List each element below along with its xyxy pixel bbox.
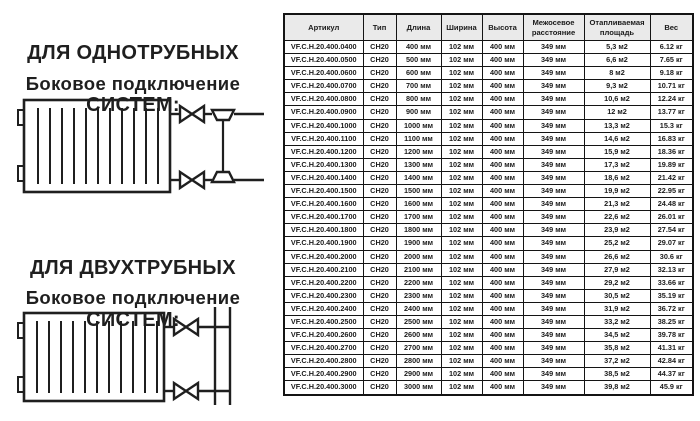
table-cell: 6,6 м2 bbox=[584, 54, 650, 67]
table-cell: 102 мм bbox=[441, 381, 482, 395]
radiator-spec-table-wrap bbox=[283, 13, 692, 396]
table-cell: 349 мм bbox=[523, 185, 584, 198]
table-cell: 349 мм bbox=[523, 250, 584, 263]
table-cell: 24.48 кг bbox=[650, 198, 693, 211]
table-cell: 400 мм bbox=[482, 237, 523, 250]
table-cell: CH20 bbox=[363, 289, 396, 302]
table-cell: 349 мм bbox=[523, 119, 584, 132]
table-cell: 13,3 м2 bbox=[584, 119, 650, 132]
table-cell: 35.19 кг bbox=[650, 289, 693, 302]
table-cell: 349 мм bbox=[523, 93, 584, 106]
table-cell: VF.C.H.20.400.0900 bbox=[284, 106, 363, 119]
table-row bbox=[284, 250, 693, 263]
table-cell: 17,3 м2 bbox=[584, 158, 650, 171]
table-cell: 400 мм bbox=[482, 342, 523, 355]
table-cell: 18,6 м2 bbox=[584, 171, 650, 184]
table-cell: 14,6 м2 bbox=[584, 132, 650, 145]
table-cell: CH20 bbox=[363, 224, 396, 237]
table-cell: 102 мм bbox=[441, 80, 482, 93]
table-cell: 22.95 кг bbox=[650, 185, 693, 198]
table-cell: 102 мм bbox=[441, 342, 482, 355]
table-cell: 33.66 кг bbox=[650, 276, 693, 289]
table-cell: VF.C.H.20.400.1100 bbox=[284, 132, 363, 145]
valve-icon bbox=[174, 383, 198, 399]
table-cell: CH20 bbox=[363, 342, 396, 355]
table-cell: 21.42 кг bbox=[650, 171, 693, 184]
table-cell: 349 мм bbox=[523, 158, 584, 171]
table-cell: 400 мм bbox=[482, 329, 523, 342]
table-row bbox=[284, 145, 693, 158]
table-cell: 102 мм bbox=[441, 276, 482, 289]
table-cell: 8 м2 bbox=[584, 67, 650, 80]
table-cell: 349 мм bbox=[523, 237, 584, 250]
table-cell: 349 мм bbox=[523, 80, 584, 93]
radiator-spec-table bbox=[283, 13, 694, 396]
table-cell: 102 мм bbox=[441, 315, 482, 328]
table-cell: 349 мм bbox=[523, 171, 584, 184]
table-cell: 102 мм bbox=[441, 224, 482, 237]
table-row bbox=[284, 368, 693, 381]
table-row bbox=[284, 119, 693, 132]
table-cell: 1100 мм bbox=[396, 132, 441, 145]
radiator-icon bbox=[18, 313, 164, 401]
radiator-icon bbox=[18, 100, 170, 192]
table-cell: CH20 bbox=[363, 158, 396, 171]
table-header-row bbox=[284, 14, 693, 41]
table-cell: 102 мм bbox=[441, 263, 482, 276]
table-cell: VF.C.H.20.400.0800 bbox=[284, 93, 363, 106]
header-article: Артикул bbox=[284, 14, 363, 41]
table-cell: 400 мм bbox=[482, 93, 523, 106]
table-cell: 349 мм bbox=[523, 198, 584, 211]
table-cell: 44.37 кг bbox=[650, 368, 693, 381]
table-cell: 400 мм bbox=[482, 80, 523, 93]
table-cell: 27.54 кг bbox=[650, 224, 693, 237]
table-row bbox=[284, 224, 693, 237]
table-cell: 1000 мм bbox=[396, 119, 441, 132]
table-cell: 102 мм bbox=[441, 119, 482, 132]
table-cell: CH20 bbox=[363, 211, 396, 224]
table-cell: CH20 bbox=[363, 198, 396, 211]
table-cell: VF.C.H.20.400.0700 bbox=[284, 80, 363, 93]
table-cell: 1800 мм bbox=[396, 224, 441, 237]
table-cell: 102 мм bbox=[441, 302, 482, 315]
table-cell: 400 мм bbox=[482, 368, 523, 381]
table-cell: 102 мм bbox=[441, 67, 482, 80]
table-cell: VF.C.H.20.400.2800 bbox=[284, 355, 363, 368]
table-cell: CH20 bbox=[363, 329, 396, 342]
table-cell: CH20 bbox=[363, 302, 396, 315]
table-cell: 349 мм bbox=[523, 329, 584, 342]
table-cell: 12.24 кг bbox=[650, 93, 693, 106]
table-cell: 400 мм bbox=[482, 145, 523, 158]
table-cell: 6.12 кг bbox=[650, 41, 693, 54]
header-height: Высота bbox=[482, 14, 523, 41]
table-cell: CH20 bbox=[363, 355, 396, 368]
table-cell: 38,5 м2 bbox=[584, 368, 650, 381]
table-row bbox=[284, 41, 693, 54]
table-cell: 400 мм bbox=[482, 132, 523, 145]
table-cell: 349 мм bbox=[523, 368, 584, 381]
supply-pipe bbox=[164, 319, 230, 335]
table-cell: VF.C.H.20.400.2400 bbox=[284, 302, 363, 315]
table-cell: 1900 мм bbox=[396, 237, 441, 250]
header-weight: Вес bbox=[650, 14, 693, 41]
table-cell: 102 мм bbox=[441, 171, 482, 184]
table-cell: 45.9 кг bbox=[650, 381, 693, 395]
table-cell: 400 мм bbox=[482, 250, 523, 263]
table-row bbox=[284, 171, 693, 184]
table-cell: 400 мм bbox=[482, 355, 523, 368]
table-row bbox=[284, 93, 693, 106]
table-cell: 7.65 кг bbox=[650, 54, 693, 67]
table-cell: 102 мм bbox=[441, 158, 482, 171]
table-cell: 2700 мм bbox=[396, 342, 441, 355]
header-length: Длина bbox=[396, 14, 441, 41]
table-cell: 9.18 кг bbox=[650, 67, 693, 80]
table-row bbox=[284, 302, 693, 315]
table-cell: 1300 мм bbox=[396, 158, 441, 171]
table-cell: VF.C.H.20.400.1600 bbox=[284, 198, 363, 211]
table-cell: CH20 bbox=[363, 381, 396, 395]
table-cell: CH20 bbox=[363, 315, 396, 328]
table-cell: 2200 мм bbox=[396, 276, 441, 289]
table-cell: CH20 bbox=[363, 237, 396, 250]
table-cell: CH20 bbox=[363, 368, 396, 381]
table-cell: VF.C.H.20.400.1700 bbox=[284, 211, 363, 224]
table-cell: 31,9 м2 bbox=[584, 302, 650, 315]
section-title-line: ДЛЯ ОДНОТРУБНЫХ bbox=[27, 42, 239, 64]
table-cell: 12 м2 bbox=[584, 106, 650, 119]
table-cell: 400 мм bbox=[482, 67, 523, 80]
table-row bbox=[284, 185, 693, 198]
header-type: Тип bbox=[363, 14, 396, 41]
table-cell: CH20 bbox=[363, 119, 396, 132]
table-cell: CH20 bbox=[363, 54, 396, 67]
table-cell: 400 мм bbox=[482, 158, 523, 171]
table-cell: VF.C.H.20.400.1900 bbox=[284, 237, 363, 250]
two-pipe-subtitle: Боковое подключение bbox=[25, 287, 241, 308]
table-cell: VF.C.H.20.400.2900 bbox=[284, 368, 363, 381]
table-cell: 10,6 м2 bbox=[584, 93, 650, 106]
table-row bbox=[284, 315, 693, 328]
table-cell: 25,2 м2 bbox=[584, 237, 650, 250]
table-cell: 102 мм bbox=[441, 41, 482, 54]
table-cell: 38.25 кг bbox=[650, 315, 693, 328]
table-cell: 102 мм bbox=[441, 106, 482, 119]
table-cell: 13.77 кг bbox=[650, 106, 693, 119]
table-row bbox=[284, 54, 693, 67]
table-cell: 1200 мм bbox=[396, 145, 441, 158]
table-cell: 400 мм bbox=[482, 198, 523, 211]
table-cell: 26.01 кг bbox=[650, 211, 693, 224]
table-row bbox=[284, 342, 693, 355]
table-cell: 2800 мм bbox=[396, 355, 441, 368]
table-cell: 349 мм bbox=[523, 54, 584, 67]
table-cell: VF.C.H.20.400.1500 bbox=[284, 185, 363, 198]
table-cell: 18.36 кг bbox=[650, 145, 693, 158]
table-cell: 23,9 м2 bbox=[584, 224, 650, 237]
table-cell: 102 мм bbox=[441, 368, 482, 381]
table-cell: 30.6 кг bbox=[650, 250, 693, 263]
table-row bbox=[284, 106, 693, 119]
supply-pipe bbox=[170, 106, 264, 122]
table-cell: 400 мм bbox=[482, 263, 523, 276]
table-cell: 400 мм bbox=[482, 276, 523, 289]
table-cell: 102 мм bbox=[441, 54, 482, 67]
table-cell: 29.07 кг bbox=[650, 237, 693, 250]
table-cell: 349 мм bbox=[523, 355, 584, 368]
table-row bbox=[284, 132, 693, 145]
table-cell: 30,5 м2 bbox=[584, 289, 650, 302]
table-cell: 2000 мм bbox=[396, 250, 441, 263]
table-cell: CH20 bbox=[363, 41, 396, 54]
table-cell: 34,5 м2 bbox=[584, 329, 650, 342]
table-cell: VF.C.H.20.400.1400 bbox=[284, 171, 363, 184]
table-cell: 349 мм bbox=[523, 342, 584, 355]
table-cell: 41.31 кг bbox=[650, 342, 693, 355]
table-cell: 600 мм bbox=[396, 67, 441, 80]
table-cell: 2300 мм bbox=[396, 289, 441, 302]
table-cell: 32.13 кг bbox=[650, 263, 693, 276]
return-pipe bbox=[170, 172, 264, 188]
table-row bbox=[284, 263, 693, 276]
table-cell: 3000 мм bbox=[396, 381, 441, 395]
tee-fitting-icon bbox=[212, 110, 234, 120]
table-cell: 33,2 м2 bbox=[584, 315, 650, 328]
table-cell: 400 мм bbox=[482, 119, 523, 132]
table-cell: 1400 мм bbox=[396, 171, 441, 184]
table-cell: 400 мм bbox=[482, 41, 523, 54]
table-cell: VF.C.H.20.400.2500 bbox=[284, 315, 363, 328]
table-cell: 37,2 м2 bbox=[584, 355, 650, 368]
table-cell: 29,2 м2 bbox=[584, 276, 650, 289]
table-cell: VF.C.H.20.400.0400 bbox=[284, 41, 363, 54]
table-cell: 2900 мм bbox=[396, 368, 441, 381]
table-cell: 15.3 кг bbox=[650, 119, 693, 132]
table-cell: VF.C.H.20.400.2100 bbox=[284, 263, 363, 276]
table-cell: 349 мм bbox=[523, 211, 584, 224]
table-cell: CH20 bbox=[363, 145, 396, 158]
table-cell: 21,3 м2 bbox=[584, 198, 650, 211]
table-cell: 2100 мм bbox=[396, 263, 441, 276]
table-cell: VF.C.H.20.400.1300 bbox=[284, 158, 363, 171]
table-cell: 2600 мм bbox=[396, 329, 441, 342]
table-row bbox=[284, 237, 693, 250]
table-row bbox=[284, 355, 693, 368]
table-cell: 400 мм bbox=[482, 302, 523, 315]
table-cell: VF.C.H.20.400.2600 bbox=[284, 329, 363, 342]
table-cell: VF.C.H.20.400.2000 bbox=[284, 250, 363, 263]
table-cell: 400 мм bbox=[482, 315, 523, 328]
table-cell: CH20 bbox=[363, 93, 396, 106]
table-cell: CH20 bbox=[363, 276, 396, 289]
table-cell: 102 мм bbox=[441, 145, 482, 158]
spec-table-body bbox=[284, 41, 693, 395]
table-cell: CH20 bbox=[363, 263, 396, 276]
valve-icon bbox=[180, 172, 204, 188]
table-cell: 39,8 м2 bbox=[584, 381, 650, 395]
table-cell: 27,9 м2 bbox=[584, 263, 650, 276]
table-cell: 349 мм bbox=[523, 302, 584, 315]
table-cell: CH20 bbox=[363, 250, 396, 263]
table-cell: 42.84 кг bbox=[650, 355, 693, 368]
table-row bbox=[284, 67, 693, 80]
table-cell: 2400 мм bbox=[396, 302, 441, 315]
table-cell: 349 мм bbox=[523, 315, 584, 328]
table-cell: VF.C.H.20.400.1000 bbox=[284, 119, 363, 132]
header-heated-area: Отапливаемая площадь bbox=[584, 14, 650, 41]
connection-schemes-panel bbox=[0, 0, 280, 421]
section-title-line: ДЛЯ ДВУХТРУБНЫХ bbox=[30, 257, 236, 279]
table-cell: 1500 мм bbox=[396, 185, 441, 198]
table-cell: 16.83 кг bbox=[650, 132, 693, 145]
table-cell: CH20 bbox=[363, 185, 396, 198]
table-cell: 349 мм bbox=[523, 106, 584, 119]
table-row bbox=[284, 276, 693, 289]
table-cell: 22,6 м2 bbox=[584, 211, 650, 224]
table-cell: 1600 мм bbox=[396, 198, 441, 211]
table-cell: 19,9 м2 bbox=[584, 185, 650, 198]
valve-icon bbox=[180, 106, 204, 122]
table-cell: 400 мм bbox=[396, 41, 441, 54]
table-cell: 349 мм bbox=[523, 145, 584, 158]
two-pipe-connection-diagram bbox=[8, 305, 272, 409]
table-cell: 35,8 м2 bbox=[584, 342, 650, 355]
table-cell: 102 мм bbox=[441, 93, 482, 106]
table-cell: 349 мм bbox=[523, 263, 584, 276]
table-row bbox=[284, 211, 693, 224]
header-axle-distance: Межосевое расстояние bbox=[523, 14, 584, 41]
table-cell: VF.C.H.20.400.2700 bbox=[284, 342, 363, 355]
table-cell: 349 мм bbox=[523, 276, 584, 289]
table-cell: 102 мм bbox=[441, 185, 482, 198]
table-cell: 400 мм bbox=[482, 54, 523, 67]
table-cell: VF.C.H.20.400.2200 bbox=[284, 276, 363, 289]
table-cell: 9,3 м2 bbox=[584, 80, 650, 93]
table-cell: VF.C.H.20.400.1200 bbox=[284, 145, 363, 158]
single-pipe-connection-diagram bbox=[8, 96, 272, 200]
table-cell: 400 мм bbox=[482, 289, 523, 302]
table-cell: 15,9 м2 bbox=[584, 145, 650, 158]
table-cell: 5,3 м2 bbox=[584, 41, 650, 54]
table-cell: 400 мм bbox=[482, 171, 523, 184]
table-row bbox=[284, 289, 693, 302]
header-width: Ширина bbox=[441, 14, 482, 41]
table-cell: 349 мм bbox=[523, 41, 584, 54]
table-cell: CH20 bbox=[363, 171, 396, 184]
table-cell: 19.89 кг bbox=[650, 158, 693, 171]
table-cell: 102 мм bbox=[441, 329, 482, 342]
table-cell: 10.71 кг bbox=[650, 80, 693, 93]
valve-icon bbox=[174, 319, 198, 335]
table-cell: 102 мм bbox=[441, 198, 482, 211]
table-cell: CH20 bbox=[363, 132, 396, 145]
table-cell: 700 мм bbox=[396, 80, 441, 93]
table-cell: 349 мм bbox=[523, 224, 584, 237]
table-cell: 36.72 кг bbox=[650, 302, 693, 315]
single-pipe-subtitle: Боковое подключение bbox=[25, 73, 241, 94]
table-cell: CH20 bbox=[363, 80, 396, 93]
table-cell: CH20 bbox=[363, 106, 396, 119]
table-cell: CH20 bbox=[363, 67, 396, 80]
table-row bbox=[284, 158, 693, 171]
table-cell: 39.78 кг bbox=[650, 329, 693, 342]
section-title-line: СИСТЕМ: bbox=[86, 309, 180, 331]
table-row bbox=[284, 329, 693, 342]
table-cell: 102 мм bbox=[441, 132, 482, 145]
table-cell: 900 мм bbox=[396, 106, 441, 119]
table-cell: 400 мм bbox=[482, 381, 523, 395]
table-cell: 349 мм bbox=[523, 381, 584, 395]
table-cell: 102 мм bbox=[441, 211, 482, 224]
table-cell: VF.C.H.20.400.2300 bbox=[284, 289, 363, 302]
table-cell: VF.C.H.20.400.0600 bbox=[284, 67, 363, 80]
table-cell: 102 мм bbox=[441, 355, 482, 368]
table-cell: 26,6 м2 bbox=[584, 250, 650, 263]
table-cell: 1700 мм bbox=[396, 211, 441, 224]
tee-fitting-icon bbox=[212, 172, 234, 182]
table-cell: 349 мм bbox=[523, 132, 584, 145]
table-cell: 349 мм bbox=[523, 289, 584, 302]
table-cell: 2500 мм bbox=[396, 315, 441, 328]
table-row bbox=[284, 381, 693, 395]
table-cell: VF.C.H.20.400.0500 bbox=[284, 54, 363, 67]
table-cell: VF.C.H.20.400.3000 bbox=[284, 381, 363, 395]
table-cell: 400 мм bbox=[482, 185, 523, 198]
return-pipe bbox=[164, 383, 230, 399]
table-cell: 400 мм bbox=[482, 211, 523, 224]
table-cell: 500 мм bbox=[396, 54, 441, 67]
table-cell: 400 мм bbox=[482, 106, 523, 119]
table-cell: 800 мм bbox=[396, 93, 441, 106]
table-cell: 400 мм bbox=[482, 224, 523, 237]
section-title-line: СИСТЕМ: bbox=[86, 94, 180, 116]
table-cell: 349 мм bbox=[523, 67, 584, 80]
table-cell: VF.C.H.20.400.1800 bbox=[284, 224, 363, 237]
table-row bbox=[284, 198, 693, 211]
table-row bbox=[284, 80, 693, 93]
table-cell: 102 мм bbox=[441, 237, 482, 250]
table-cell: 102 мм bbox=[441, 289, 482, 302]
table-cell: 102 мм bbox=[441, 250, 482, 263]
